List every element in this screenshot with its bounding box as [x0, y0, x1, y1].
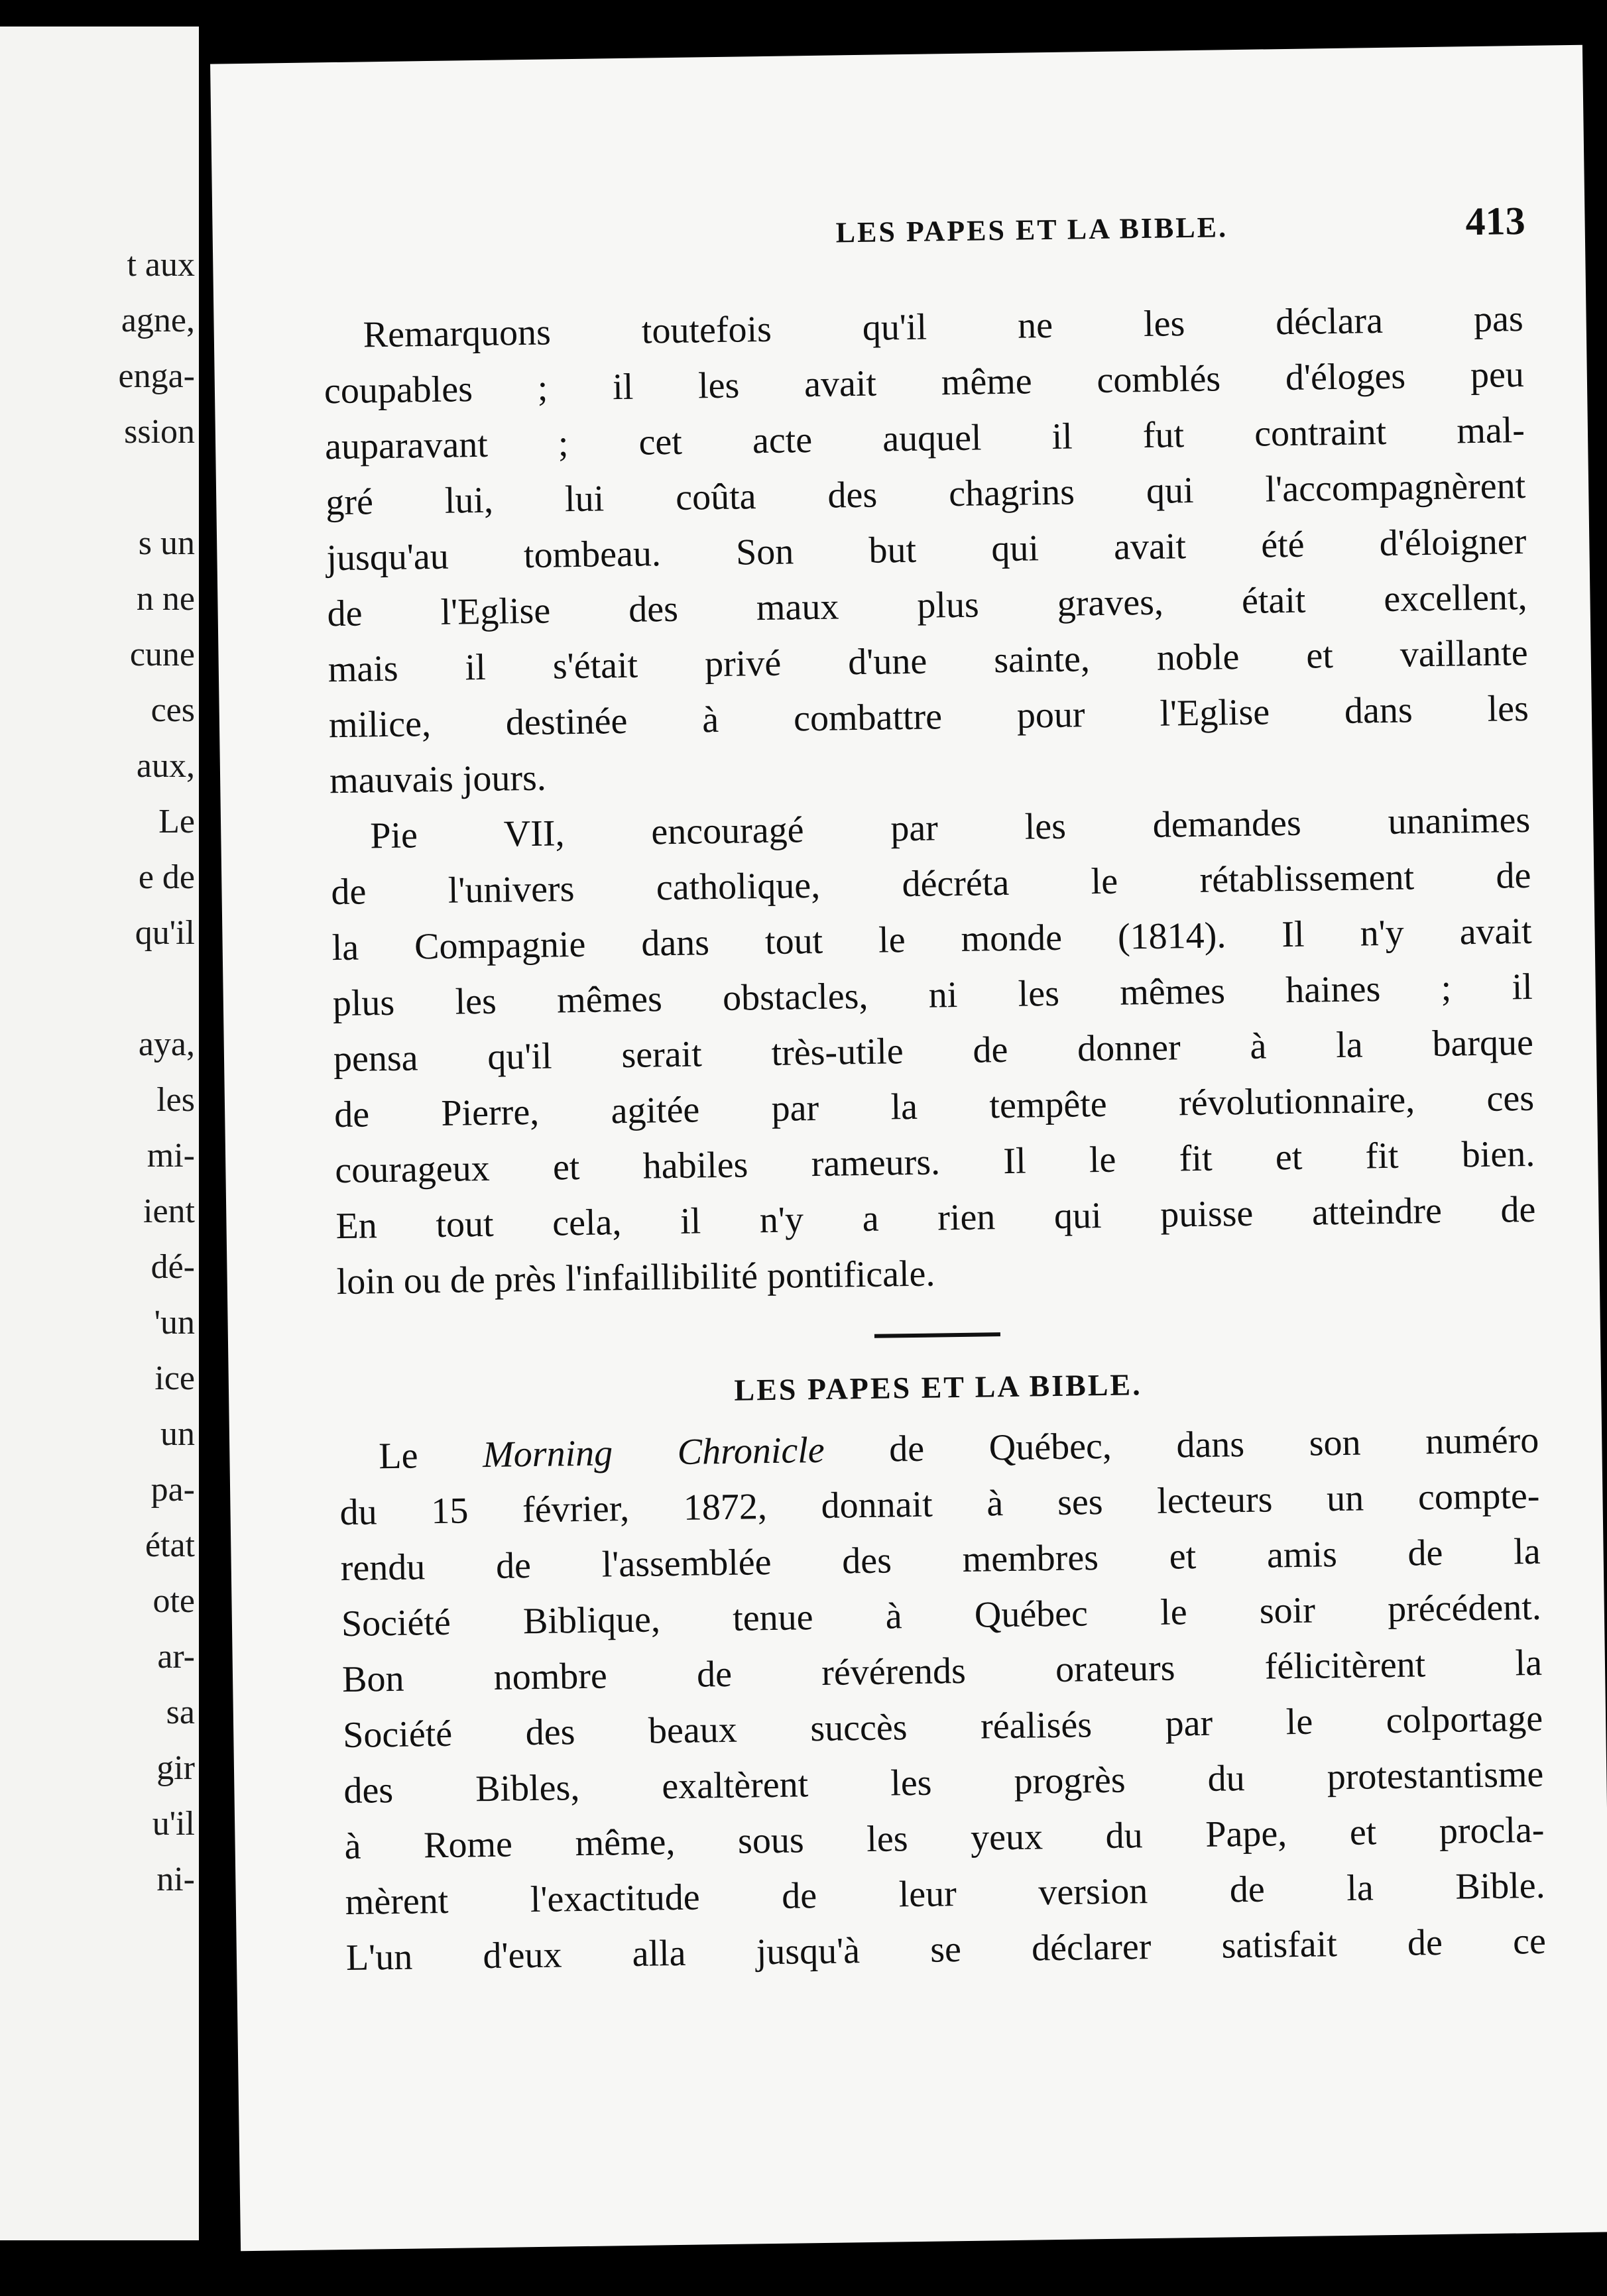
left-page-fragment: gir	[156, 1749, 195, 1787]
left-page-fragment: un	[160, 1415, 195, 1453]
left-page-fragment: état	[145, 1526, 195, 1564]
text-line: Société des beaux succès réalisés par le colportage	[342, 1697, 1543, 1756]
left-page-fragment: pa-	[150, 1471, 195, 1509]
text-suffix: de Québec, dans son numéro	[824, 1419, 1539, 1471]
text-line: milice, destinée à combattre pour l'Eglise dans les	[328, 687, 1529, 746]
left-page-fragment: sa	[166, 1693, 195, 1731]
text-line: Bon nombre de révérends orateurs félicitèrent la	[341, 1642, 1543, 1701]
left-page-fragment: e de	[138, 858, 195, 896]
text-line: auparavant ; cet acte auquel il fut contraint mal-	[324, 409, 1525, 468]
left-page-fragment: cune	[129, 636, 195, 673]
text-line: coupables ; il les avait même comblés d'éloges peu	[324, 353, 1525, 412]
section-title: LES PAPES ET LA BIBLE.	[734, 1367, 1142, 1407]
text-line: Société Biblique, tenue à Québec le soir précédent.	[341, 1586, 1542, 1645]
left-page-fragment: s un	[138, 524, 195, 562]
page-number: 413	[1465, 198, 1526, 244]
text-line: mèrent l'exactitude de leur version de la Bible.	[345, 1865, 1546, 1923]
text-line: des Bibles, exaltèrent les progrès du protestantisme	[343, 1753, 1544, 1812]
left-page-fragment: qu'il	[135, 914, 195, 952]
running-title: LES PAPES ET LA BIBLE.	[835, 211, 1228, 249]
left-page-fragment: ssion	[124, 413, 195, 451]
text-line: En tout cela, il n'y a rien qui puisse atteindre de	[335, 1188, 1536, 1247]
left-page-fragment: enga-	[118, 357, 195, 395]
left-page-fragment: agne,	[121, 302, 195, 339]
text-line: mauvais jours.	[329, 757, 547, 802]
journal-name: Morning Chronicle	[482, 1429, 825, 1476]
paragraph-1	[323, 291, 1529, 809]
left-page-fragment: aya,	[138, 1025, 195, 1063]
left-page-fragment: ni-	[156, 1861, 195, 1898]
text-line: Remarquons toutefois qu'il ne les déclara pas	[363, 298, 1524, 356]
left-page-fragment: mi-	[147, 1137, 195, 1175]
left-page-fragment: ient	[143, 1192, 195, 1230]
left-page-fragment: u'il	[152, 1805, 195, 1843]
text-line: mais il s'était privé d'une sainte, noble et vaillante	[327, 632, 1529, 691]
text-line: jusqu'au tombeau. Son but qui avait été d'éloigner	[326, 520, 1527, 579]
text-line: de Pierre, agitée par la tempête révolutionnaire, ces	[333, 1077, 1535, 1136]
left-page-fragment: aux,	[136, 747, 195, 785]
left-page-fragment: ote	[152, 1582, 195, 1620]
left-page-fragment: ar-	[157, 1638, 195, 1676]
text-prefix: Le	[378, 1434, 483, 1477]
left-page-fragment: ice	[154, 1359, 195, 1397]
text-line: la Compagnie dans tout le monde (1814). Il n'y avait	[331, 910, 1532, 969]
text-line: du 15 février, 1872, donnait à ses lecteurs un compte-	[339, 1475, 1540, 1534]
left-page-fragment: dé-	[150, 1248, 195, 1286]
paragraph-2	[330, 792, 1537, 1310]
left-page-fragment: t aux	[127, 246, 195, 284]
left-page-fragment: 'un	[154, 1304, 195, 1342]
text-line: plus les mêmes obstacles, ni les mêmes haines ; il	[332, 966, 1533, 1025]
text-line: gré lui, lui coûta des chagrins qui l'accompagnèrent	[325, 465, 1526, 524]
paragraph-3	[339, 1412, 1547, 1986]
text-line: Pie VII, encouragé par les demandes unanimes	[369, 799, 1531, 857]
page-header	[298, 198, 1525, 268]
text-line: pensa qu'il serait très-utile de donner à la barque	[333, 1021, 1534, 1080]
left-page-fragment: ces	[150, 691, 195, 729]
text-line: à Rome même, sous les yeux du Pape, et procla-	[344, 1809, 1545, 1868]
section-divider	[874, 1332, 1000, 1338]
left-page-fragment: les	[156, 1081, 195, 1119]
text-line: loin ou de près l'infaillibilité pontificale.	[336, 1253, 935, 1303]
left-page-fragment: Le	[158, 803, 195, 840]
text-line: de l'Eglise des maux plus graves, était excellent,	[327, 576, 1527, 635]
book-page	[210, 45, 1607, 2252]
left-facing-page	[0, 27, 199, 2240]
text-line: rendu de l'assemblée des membres et amis de la	[340, 1530, 1541, 1589]
left-page-fragment: n ne	[136, 580, 195, 618]
text-line: courageux et habiles rameurs. Il le fit et fit bien.	[334, 1133, 1535, 1192]
page-body	[323, 291, 1546, 1986]
text-line: L'un d'eux alla jusqu'à se déclarer satisfait de ce	[345, 1920, 1547, 1979]
text-line: de l'univers catholique, décréta le rétablissement de	[331, 854, 1531, 913]
